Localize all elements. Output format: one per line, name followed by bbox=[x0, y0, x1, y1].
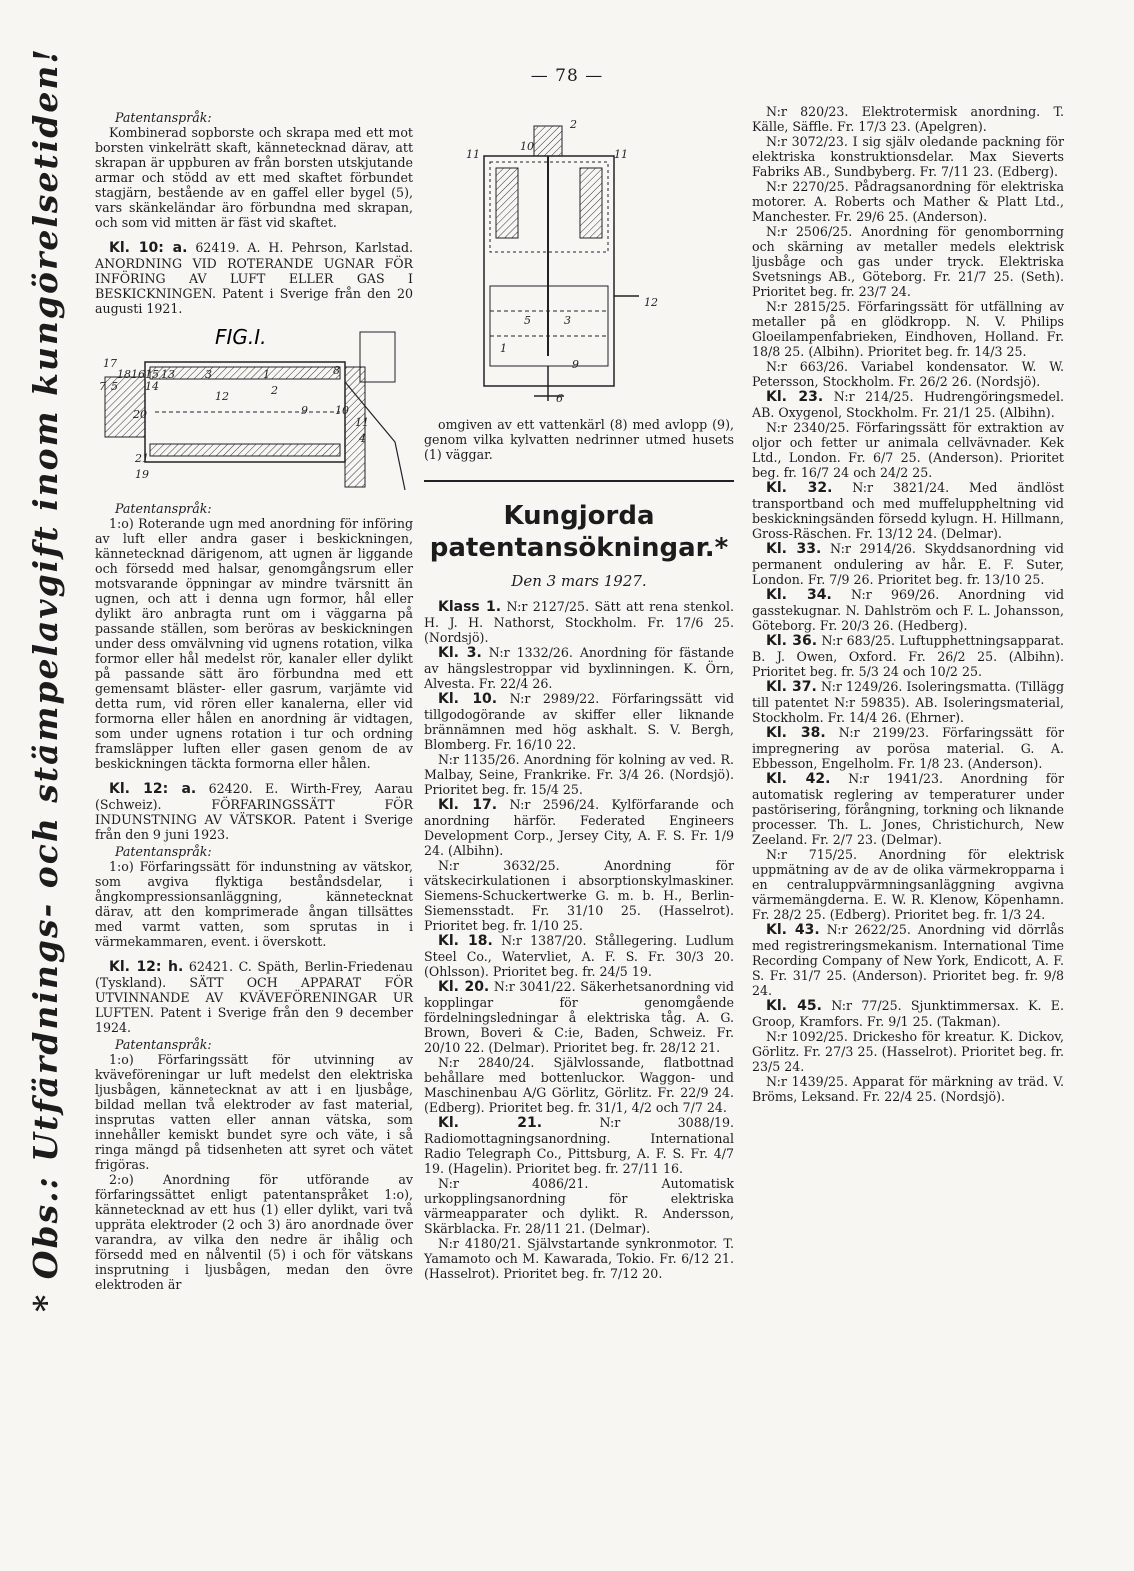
application-text: N:r 2506/25. Anordning för genomborrning och skärning av metaller medels elektrisk ljusbåge och gas under tryck. Elektriska Svetsnings AB., Göteborg. Fr. 21/7 25. (Seth). Prioritet beg. fr. 23/7 24. bbox=[752, 224, 1064, 299]
application-text: N:r 3632/25. Anordning för vätskecirkulationen i absorptionskylmaskiner. Siemens-Schuckertwerke G. m. b. H., Berlin-Siemensstadt. Fr. 31/10 25. (Hasselrot). Prioritet beg. fr. 1/10 25. bbox=[424, 858, 734, 933]
claim-text: 1:o) Förfaringssätt för utvinning av kväveföreningar ur luft medelst den elektriska ljusbågen, kännetecknat av att i en ljusbåge, bildad mellan två elektroder av fast material, insprutas vatten eller annan vätska, som innehåller kemiskt bundet syre och väte, i så ringa mängd på tidsenheten att syret och vätet frigöras. bbox=[95, 1052, 413, 1172]
application-list bbox=[752, 104, 1064, 1104]
application-entry bbox=[752, 480, 1064, 541]
figure-number: 16 bbox=[131, 368, 145, 381]
patent-text: 62421. C. Späth, Berlin-Friedenau (Tyskland). SÄTT OCH APPARAT FÖR UTVINNANDE AV KVÄVEFÖRENINGAR UR LUFTEN. Patent i Sverige från den 9 december 1924. bbox=[95, 959, 413, 1035]
application-entry bbox=[752, 134, 1064, 179]
application-entry bbox=[752, 359, 1064, 389]
application-text: N:r 2340/25. Förfaringssätt för extraktion av oljor och fetter ur animala cellvävnader. Kek Ltd., London. Fr. 6/7 25. (Anderson). Prioritet beg. fr. 16/7 24 och 24/2 25. bbox=[752, 420, 1064, 480]
class-heading: Kl. 38. bbox=[766, 725, 826, 741]
application-entry bbox=[752, 679, 1064, 725]
figure-number: 1 bbox=[263, 368, 270, 381]
application-entry bbox=[424, 1236, 734, 1281]
figure-number: 13 bbox=[161, 368, 175, 381]
application-text: N:r 1332/26. Anordning för fästande av hängslestroppar vid byxlinningen. K. Örn, Alvesta. Fr. 22/4 26. bbox=[424, 645, 734, 691]
patent-entry-kl10 bbox=[95, 240, 413, 316]
side-note: * Obs.: Utfärdnings- och stämpelavgift inom kungörelsetiden! bbox=[26, 47, 65, 1312]
application-entry bbox=[424, 1115, 734, 1176]
application-entry bbox=[752, 998, 1064, 1029]
application-entry bbox=[752, 633, 1064, 679]
figure-number: 18 bbox=[117, 368, 131, 381]
application-text: N:r 715/25. Anordning för elektrisk uppmätning av de av de olika värmekropparna i en centraluppvärmningsanläggning avgivna värmemängderna. E. W. R. Klenow, Köpenhamn. Fr. 28/2 25. (Edberg). Prioritet beg. fr. 1/3 24. bbox=[752, 847, 1064, 922]
class-heading: Kl. 37. bbox=[766, 679, 817, 695]
figure-number: 14 bbox=[145, 380, 159, 393]
figure-number: 20 bbox=[133, 408, 147, 421]
application-text: N:r 4180/21. Självstartande synkronmotor. T. Yamamoto och M. Kawarada, Tokio. Fr. 6/12 21. (Hasselrot). Prioritet beg. fr. 7/12 20. bbox=[424, 1236, 734, 1281]
figure-number: 11 bbox=[355, 416, 369, 429]
claim-label: Patentanspråk: bbox=[115, 110, 212, 125]
application-entry bbox=[424, 752, 734, 797]
class-heading: Kl. 21. bbox=[438, 1115, 543, 1131]
application-text: N:r 2989/22. Förfaringssätt vid tillgodogörande av skiffer eller liknande brännämnen med hög askhalt. S. V. Bergh, Blomberg. Fr. 16/10 22. bbox=[424, 691, 735, 752]
claim-text: 1:o) Förfaringssätt för indunstning av vätskor, som avgiva flyktiga beståndsdelar, i ångkompressionsanläggning, kännetecknat därav, att den komprimerade ångan tillsättes med varmt vatten, som sprutas in i värmekammaren, event. i överskott. bbox=[95, 859, 413, 949]
class-heading: Kl. 12: h. bbox=[109, 959, 184, 975]
application-text: N:r 214/25. Hudrengöringsmedel. AB. Oxygenol, Stockholm. Fr. 21/1 25. (Albihn). bbox=[752, 389, 1064, 420]
application-text: N:r 3041/22. Säkerhetsanordning vid kopplingar för genomgående fördelningsledningar å elektriska tåg. A. G. Brown, Boveri & C:ie, Baden, Schweiz. Fr. 20/10 22. (Delmar). Prioritet beg. fr. 28/12 21. bbox=[424, 979, 734, 1055]
figure-number: 8 bbox=[333, 364, 340, 377]
application-entry bbox=[752, 179, 1064, 224]
application-entry bbox=[424, 691, 734, 752]
application-entry bbox=[752, 420, 1064, 480]
class-heading: Kl. 10. bbox=[438, 691, 498, 707]
class-heading: Kl. 10: a. bbox=[109, 240, 188, 256]
figure-number: 5 bbox=[111, 380, 118, 393]
application-text: N:r 2914/26. Skyddsanordning vid permanent ondulering av hår. E. F. Suter, London. Fr. 7/9 26. Prioritet beg. fr. 13/10 25. bbox=[752, 541, 1064, 587]
application-text: N:r 2622/25. Anordning vid dörrlås med registreringsmekanism. International Time Recording Company of New York, Endicott, A. F. S. Fr. 31/7 25. (Anderson). Prioritet beg. fr. 9/8 24. bbox=[752, 922, 1064, 998]
application-entry bbox=[424, 1176, 734, 1236]
figure-arc-apparatus bbox=[424, 106, 734, 409]
claim-label: Patentanspråk: bbox=[115, 501, 212, 516]
claim-label: Patentanspråk: bbox=[115, 844, 212, 859]
application-text: N:r 2596/24. Kylförfarande och anordning härför. Federated Engineers Development Corp., Jersey City, A. F. S. Fr. 1/9 24. (Albihn). bbox=[424, 797, 734, 858]
class-heading: Klass 1. bbox=[438, 599, 502, 615]
oven-drawing bbox=[95, 322, 413, 490]
figure-number: 10 bbox=[335, 404, 349, 417]
class-heading: Kl. 18. bbox=[438, 933, 493, 949]
figure-number: 6 bbox=[556, 392, 563, 405]
figure-number: 19 bbox=[135, 468, 149, 481]
middle-column bbox=[424, 100, 734, 1281]
class-heading: Kl. 36. bbox=[766, 633, 818, 649]
patent-entry-kl12a bbox=[95, 781, 413, 842]
class-heading: Kl. 23. bbox=[766, 389, 824, 405]
figure-number: 1 bbox=[500, 342, 507, 355]
class-heading: Kl. 45. bbox=[766, 998, 822, 1014]
class-heading: Kl. 33. bbox=[766, 541, 822, 557]
figure-number: 17 bbox=[103, 357, 117, 370]
application-text: N:r 969/26. Anordning vid gasstekugnar. N. Dahlström och F. L. Johansson, Göteborg. Fr. 20/3 26. (Hedberg). bbox=[752, 587, 1064, 633]
right-column bbox=[752, 104, 1064, 1104]
application-text: N:r 2127/25. Sätt att rena stenkol. H. J. H. Nathorst, Stockholm. Fr. 17/6 25. (Nordsjö). bbox=[424, 599, 734, 645]
publication-date: Den 3 mars 1927. bbox=[511, 572, 647, 590]
application-entry bbox=[752, 1029, 1064, 1074]
claim-continuation: omgiven av ett vattenkärl (8) med avlopp (9), genom vilka kylvatten nedrinner utmed husets (1) väggar. bbox=[424, 417, 734, 462]
figure-number: 12 bbox=[644, 296, 658, 309]
left-column bbox=[95, 108, 413, 1292]
application-list bbox=[424, 599, 734, 1281]
figure-number: 11 bbox=[466, 148, 480, 161]
application-text: N:r 1387/20. Stållegering. Ludlum Steel Co., Watervliet, A. F. S. Fr. 30/3 20. (Ohlsson). Prioritet beg. fr. 24/5 19. bbox=[424, 933, 734, 979]
section-title: Kungjorda patentansökningar.* bbox=[429, 501, 729, 563]
application-entry bbox=[752, 1074, 1064, 1104]
application-entry bbox=[752, 299, 1064, 359]
application-entry bbox=[752, 389, 1064, 420]
application-text: N:r 2840/24. Självlossande, flatbottnad behållare med bottenluckor. Waggon- und Maschinenbau A/G Görlitz, Görlitz. Fr. 22/9 24. (Edberg). Prioritet beg. fr. 31/1, 4/2 och 7/7 24. bbox=[424, 1055, 734, 1115]
claim-text: 2:o) Anordning för utförande av förfaringssättet enligt patentanspråket 1:o), kännetecknad av ett hus (1) eller dylikt, vari två uppräta elektroder (2 och 3) äro anordnade över varandra, av vilka den nedre är ihålig och försedd med en nålventil (5) i och för vätskans insprutning i ljusbågen, medan den övre elektroden är bbox=[95, 1172, 413, 1292]
application-text: N:r 1439/25. Apparat för märkning av träd. V. Bröms, Leksand. Fr. 22/4 25. (Nordsjö). bbox=[752, 1074, 1064, 1104]
application-entry bbox=[752, 725, 1064, 771]
figure-number: 7 bbox=[99, 380, 106, 393]
section-divider bbox=[424, 480, 734, 482]
figure-number: 3 bbox=[205, 368, 212, 381]
application-entry bbox=[424, 858, 734, 933]
application-text: N:r 820/23. Elektrotermisk anordning. T. Källe, Säffle. Fr. 17/3 23. (Apelgren). bbox=[752, 104, 1064, 134]
figure-number: 11 bbox=[614, 148, 628, 161]
figure-label: FIG.I. bbox=[215, 325, 267, 349]
claim-label: Patentanspråk: bbox=[115, 1037, 212, 1052]
application-text: N:r 1941/23. Anordning för automatisk reglering av temperaturer under pastörisering, förångning, torkning och liknande processer. Th. L. Jones, Christichurch, New Zeeland. Fr. 2/7 23. (Delmar). bbox=[752, 771, 1065, 847]
application-text: N:r 2270/25. Pådragsanordning för elektriska motorer. A. Roberts och Mather & Platt Ltd., Manchester. Fr. 29/6 25. (Anderson). bbox=[752, 179, 1064, 224]
class-heading: Kl. 20. bbox=[438, 979, 490, 995]
application-text: N:r 3072/23. I sig själv oledande packning för elektriska konstruktionsdelar. Max Sieverts Fabriks AB., Sundbyberg. Fr. 7/11 23. (Edberg). bbox=[752, 134, 1064, 179]
patent-entry-kl12h bbox=[95, 959, 413, 1035]
arc-apparatus-drawing bbox=[424, 106, 734, 406]
class-heading: Kl. 12: a. bbox=[109, 781, 197, 797]
application-text: N:r 2199/23. Förfaringssätt för impregnering av porösa material. G. A. Ebbesson, Engelholm. Fr. 1/8 23. (Anderson). bbox=[752, 725, 1064, 771]
figure-number: 21 bbox=[135, 452, 149, 465]
claim-text: Kombinerad sopborste och skrapa med ett mot borsten vinkelrätt skaft, kännetecknad därav, att skrapan är uppburen av från borsten utskjutande armar och stödd av ett med skaftet förbundet stagjärn, bestående av en gaffel eller bygel (5), vars skänkeländar äro förbundna med skrapan, och som vid mitten är fäst vid skaftet. bbox=[95, 125, 413, 230]
application-entry bbox=[424, 979, 734, 1055]
patent-text: 62419. A. H. Pehrson, Karlstad. ANORDNING VID ROTERANDE UGNAR FÖR INFÖRING AV LUFT ELLER GAS I BESKICKNINGEN. Patent i Sverige från den 20 augusti 1921. bbox=[95, 240, 414, 316]
application-entry bbox=[424, 645, 734, 691]
application-text: N:r 3821/24. Med ändlöst transportband och med muffeluppheltning vid beskickningsänden försedd kylugn. H. Hillmann, Gross-Räschen. Fr. 13/12 24. (Delmar). bbox=[752, 480, 1064, 541]
application-text: N:r 663/26. Variabel kondensator. W. W. Petersson, Stockholm. Fr. 26/2 26. (Nordsjö). bbox=[752, 359, 1064, 389]
class-heading: Kl. 34. bbox=[766, 587, 832, 603]
figure-number: 2 bbox=[271, 384, 278, 397]
figure-number: 12 bbox=[215, 390, 229, 403]
application-text: N:r 1249/26. Isoleringsmatta. (Tillägg till patentet N:r 59835). AB. Isoleringsmaterial, Stockholm. Fr. 14/4 26. (Ehrner). bbox=[752, 679, 1065, 725]
application-entry bbox=[424, 797, 734, 858]
figure-number: 10 bbox=[520, 140, 534, 153]
application-text: N:r 1092/25. Drickesho för kreatur. K. Dickov, Görlitz. Fr. 27/3 25. (Hasselrot). Prioritet beg. fr. 23/5 24. bbox=[752, 1029, 1064, 1074]
class-heading: Kl. 32. bbox=[766, 480, 833, 496]
application-entry bbox=[424, 1055, 734, 1115]
application-entry bbox=[752, 847, 1064, 922]
application-entry bbox=[752, 587, 1064, 633]
application-text: N:r 683/25. Luftupphettningsapparat. B. J. Owen, Oxford. Fr. 26/2 25. (Albihn). Prioritet beg. fr. 5/3 24 och 10/2 25. bbox=[752, 633, 1064, 679]
application-entry bbox=[424, 599, 734, 645]
application-text: N:r 1135/26. Anordning för kolning av ved. R. Malbay, Seine, Frankrike. Fr. 3/4 26. (Nordsjö). Prioritet beg. fr. 15/4 25. bbox=[424, 752, 734, 797]
figure-number: 3 bbox=[564, 314, 571, 327]
application-entry bbox=[752, 104, 1064, 134]
patent-text: 62420. E. Wirth-Frey, Aarau (Schweiz). FÖRFARINGSSÄTT FÖR INDUNSTNING AV VÄTSKOR. Patent i Sverige från den 9 juni 1923. bbox=[95, 781, 414, 842]
application-text: N:r 2815/25. Förfaringssätt för utfällning av metaller på en glödkropp. N. V. Philips Gloeilampenfabrieken, Eindhoven, Holland. Fr. 18/8 25. (Albihn). Prioritet beg. fr. 14/3 25. bbox=[752, 299, 1064, 359]
application-text: N:r 4086/21. Automatisk urkopplingsanordning för elektriska värmeapparater och dylikt. R. Andersson, Skärblacka. Fr. 28/11 21. (Delmar). bbox=[424, 1176, 734, 1236]
application-entry bbox=[752, 224, 1064, 299]
figure-number: 9 bbox=[572, 358, 579, 371]
class-heading: Kl. 42. bbox=[766, 771, 831, 787]
figure-number: 15 bbox=[145, 368, 159, 381]
figure-number: 9 bbox=[301, 404, 308, 417]
application-entry bbox=[752, 922, 1064, 998]
application-text: N:r 77/25. Sjunktimmersax. K. E. Groop, Kramfors. Fr. 9/1 25. (Takman). bbox=[752, 998, 1064, 1029]
figure-number: 5 bbox=[524, 314, 531, 327]
application-text: N:r 3088/19. Radiomottagningsanordning. International Radio Telegraph Co., Pittsburg, A. F. S. Fr. 4/7 19. (Hagelin). Prioritet beg. fr. 27/11 16. bbox=[424, 1115, 734, 1176]
figure-oven bbox=[95, 322, 413, 493]
claim-text: 1:o) Roterande ugn med anordning för införing av luft eller andra gaser i beskickningen, kännetecknad därigenom, att ugnen är liggande och försedd med halsar, genomgångsrum eller motsvarande öppningar av mindre tvärsnitt än ugnen, och att i denna ugn formor, hål eller dylikt äro anbragta runt om i väggarna på passande ställen, som beröras av beskickningen under dess omvälvning vid ugnens rotation, vilka formor eller hål medelst rör, kanaler eller dylikt på passande sätt äro förbundna med ett gemensamt bläster- eller gasrum, varjämte vid detta rum, vid rören eller kanalerna, eller vid formorna eller hålen en anordning är vidtagen, som under ugnens rotation i tur och ordning framsläpper luften eller gasen genom de av beskickningen täckta formorna eller hålen. bbox=[95, 516, 413, 771]
class-heading: Kl. 17. bbox=[438, 797, 498, 813]
class-heading: Kl. 43. bbox=[766, 922, 820, 938]
class-heading: Kl. 3. bbox=[438, 645, 482, 661]
application-entry bbox=[752, 541, 1064, 587]
page-number: — 78 — bbox=[530, 66, 604, 86]
application-entry bbox=[424, 933, 734, 979]
application-entry bbox=[752, 771, 1064, 847]
figure-number: 4 bbox=[359, 432, 366, 445]
figure-number: 2 bbox=[570, 118, 577, 131]
